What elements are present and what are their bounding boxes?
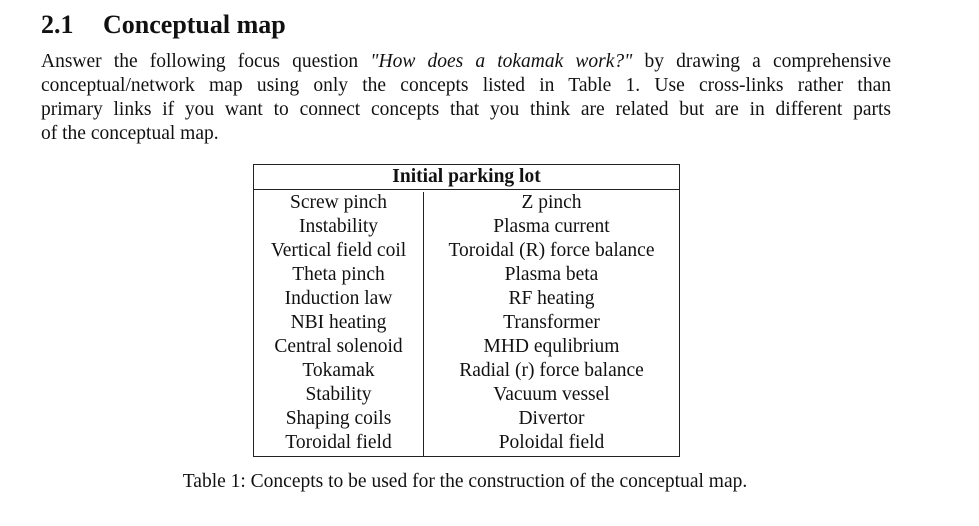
table-cell: Screw pinch <box>290 192 387 213</box>
table-cell: Plasma beta <box>504 264 599 285</box>
table-cell: Z pinch <box>521 192 582 213</box>
focus-question: "How does a tokamak work?" <box>370 51 633 72</box>
table-cell: Toroidal field <box>285 432 392 453</box>
table-cell: RF heating <box>508 288 595 309</box>
instructions-paragraph <box>41 50 891 146</box>
table-cell: Vertical field coil <box>270 240 407 261</box>
table-cell: Central solenoid <box>274 336 403 357</box>
table-cell: Stability <box>305 384 372 405</box>
paragraph-text: by drawing a comprehensive <box>632 51 891 72</box>
paragraph-line-1 <box>41 50 891 74</box>
table-right-column <box>424 192 679 456</box>
table-cell: Poloidal field <box>498 432 605 453</box>
paragraph-line-4: of the conceptual map. <box>41 123 219 144</box>
table-caption: Table 1: Concepts to be used for the construction of the conceptual map. <box>182 471 748 492</box>
table-cell: Radial (r) force balance <box>459 360 644 381</box>
table-cell: Divertor <box>518 408 585 429</box>
table-cell: Vacuum vessel <box>493 384 610 405</box>
table-cell: Induction law <box>284 288 393 309</box>
table-cell: Plasma current <box>493 216 610 237</box>
table-cell: NBI heating <box>290 312 387 333</box>
table-left-column <box>254 192 424 456</box>
section-title: Conceptual map <box>103 10 286 39</box>
table-cell: MHD equlibrium <box>483 336 620 357</box>
table-cell: Toroidal (R) force balance <box>448 240 655 261</box>
paragraph-text: Answer the following focus question <box>41 51 371 72</box>
section-heading <box>41 8 286 42</box>
section-number: 2.1 <box>41 10 74 39</box>
table-cell: Transformer <box>503 312 600 333</box>
paragraph-line-3: primary links if you want to connect concepts that you think are related but are in different parts <box>41 99 891 120</box>
parking-lot-table <box>253 164 680 457</box>
paragraph-line-2: conceptual/network map using only the concepts listed in Table 1. Use cross-links rather than <box>41 75 891 96</box>
table-body <box>254 190 679 456</box>
table-cell: Shaping coils <box>285 408 392 429</box>
table-cell: Instability <box>298 216 379 237</box>
table-cell: Tokamak <box>302 360 375 381</box>
table-header: Initial parking lot <box>254 165 679 190</box>
table-cell: Theta pinch <box>292 264 385 285</box>
